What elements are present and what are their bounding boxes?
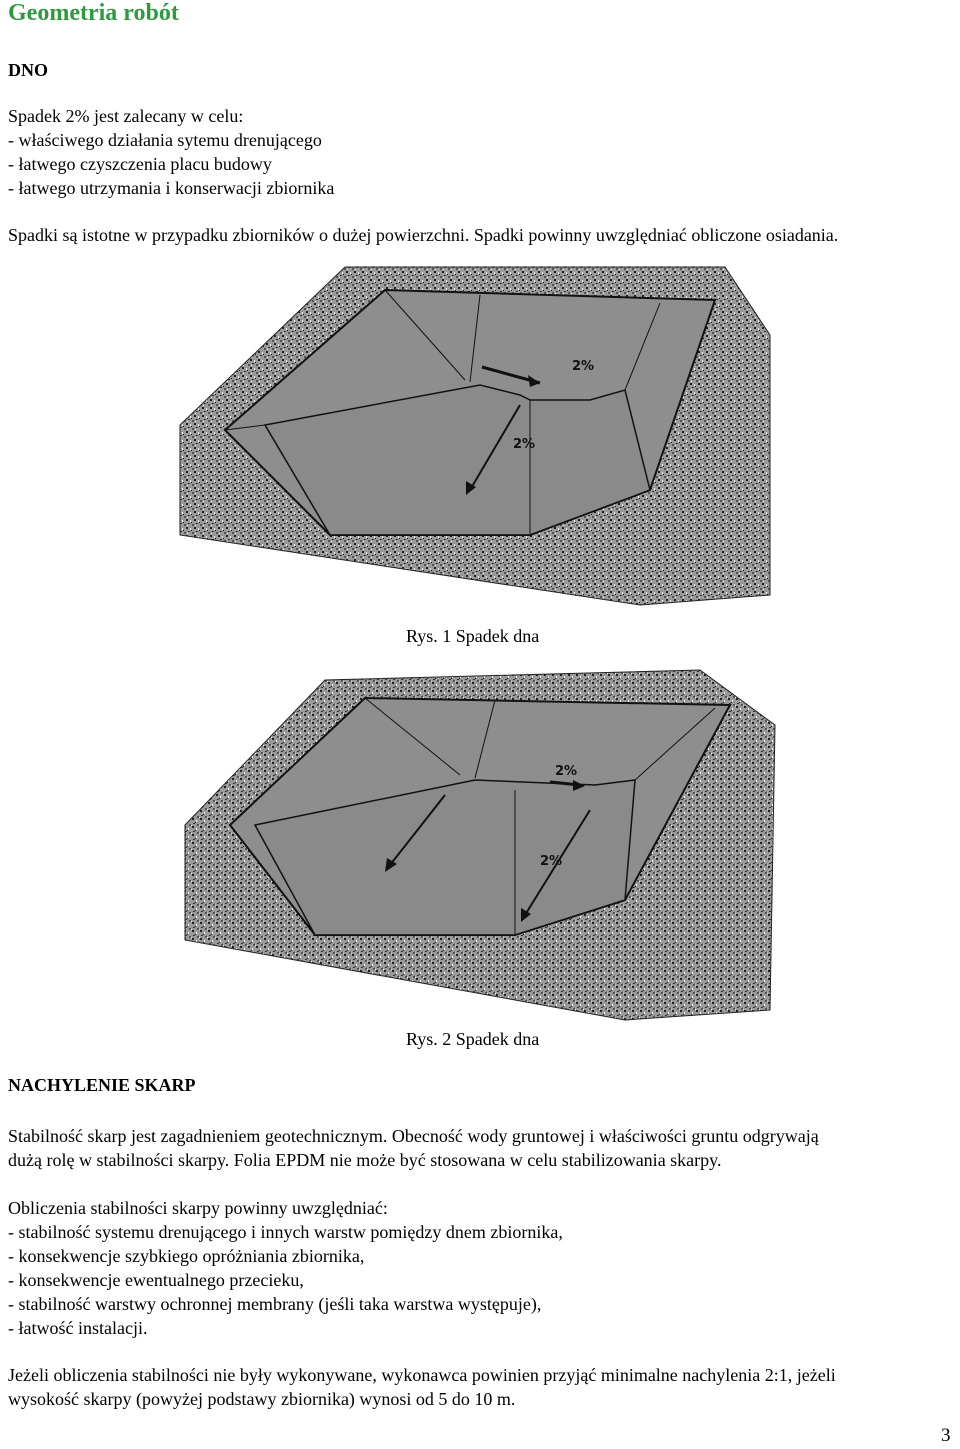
figure-1-caption: Rys. 1 Spadek dna (406, 626, 540, 646)
skarp-para-2 (8, 1196, 563, 1340)
section-heading-dno: DNO (8, 60, 48, 80)
dno-note: Spadki są istotne w przypadku zbiorników o dużej powierzchni. Spadki powinny uwzględniać obliczone osiadania. (8, 225, 839, 245)
skarp-para-1-line: dużą rolę w stabilności skarpy. Folia EPDM nie może być stosowana w celu stabilizowania skarpy. (8, 1150, 722, 1170)
slope-label: 2% (540, 854, 563, 869)
skarp-para-2-line: - stabilność warstwy ochronnej membrany (jeśli taka warstwa występuje), (8, 1294, 542, 1314)
slope-label: 2% (572, 359, 595, 374)
dno-intro-line: - łatwego utrzymania i konserwacji zbiornika (8, 178, 335, 198)
figure-2-caption: Rys. 2 Spadek dna (406, 1029, 540, 1049)
figure-1 (170, 255, 790, 615)
skarp-para-2-line: - konsekwencje ewentualnego przecieku, (8, 1270, 304, 1290)
reservoir-diagram-1 (170, 255, 790, 615)
dno-intro (8, 104, 334, 200)
reservoir-diagram-2 (175, 650, 790, 1025)
skarp-para-1 (8, 1124, 819, 1172)
skarp-para-3-line: wysokość skarpy (powyżej podstawy zbiornika) wynosi od 5 do 10 m. (8, 1389, 516, 1409)
slope-label: 2% (555, 764, 578, 779)
skarp-para-2-line: - stabilność systemu drenującego i innych warstw pomiędzy dnem zbiornika, (8, 1222, 563, 1242)
figure-2 (175, 650, 790, 1025)
page-number: 3 (941, 1425, 951, 1446)
page-title: Geometria robót (8, 0, 179, 26)
section-heading-skarp: NACHYLENIE SKARP (8, 1075, 196, 1095)
skarp-para-1-line: Stabilność skarp jest zagadnieniem geotechnicznym. Obecność wody gruntowej i właściwości gruntu odgrywają (8, 1126, 819, 1146)
dno-intro-line: - właściwego działania sytemu drenującego (8, 130, 322, 150)
skarp-para-3-line: Jeżeli obliczenia stabilności nie były wykonywane, wykonawca powinien przyjąć minimalne nachylenia 2:1, jeżeli (8, 1365, 836, 1385)
skarp-para-3 (8, 1363, 836, 1411)
slope-label: 2% (513, 437, 536, 452)
dno-intro-line: Spadek 2% jest zalecany w celu: (8, 106, 244, 126)
skarp-para-2-line: - konsekwencje szybkiego opróżniania zbiornika, (8, 1246, 365, 1266)
dno-intro-line: - łatwego czyszczenia placu budowy (8, 154, 272, 174)
skarp-para-2-line: - łatwość instalacji. (8, 1318, 148, 1338)
skarp-para-2-line: Obliczenia stabilności skarpy powinny uwzględniać: (8, 1198, 388, 1218)
